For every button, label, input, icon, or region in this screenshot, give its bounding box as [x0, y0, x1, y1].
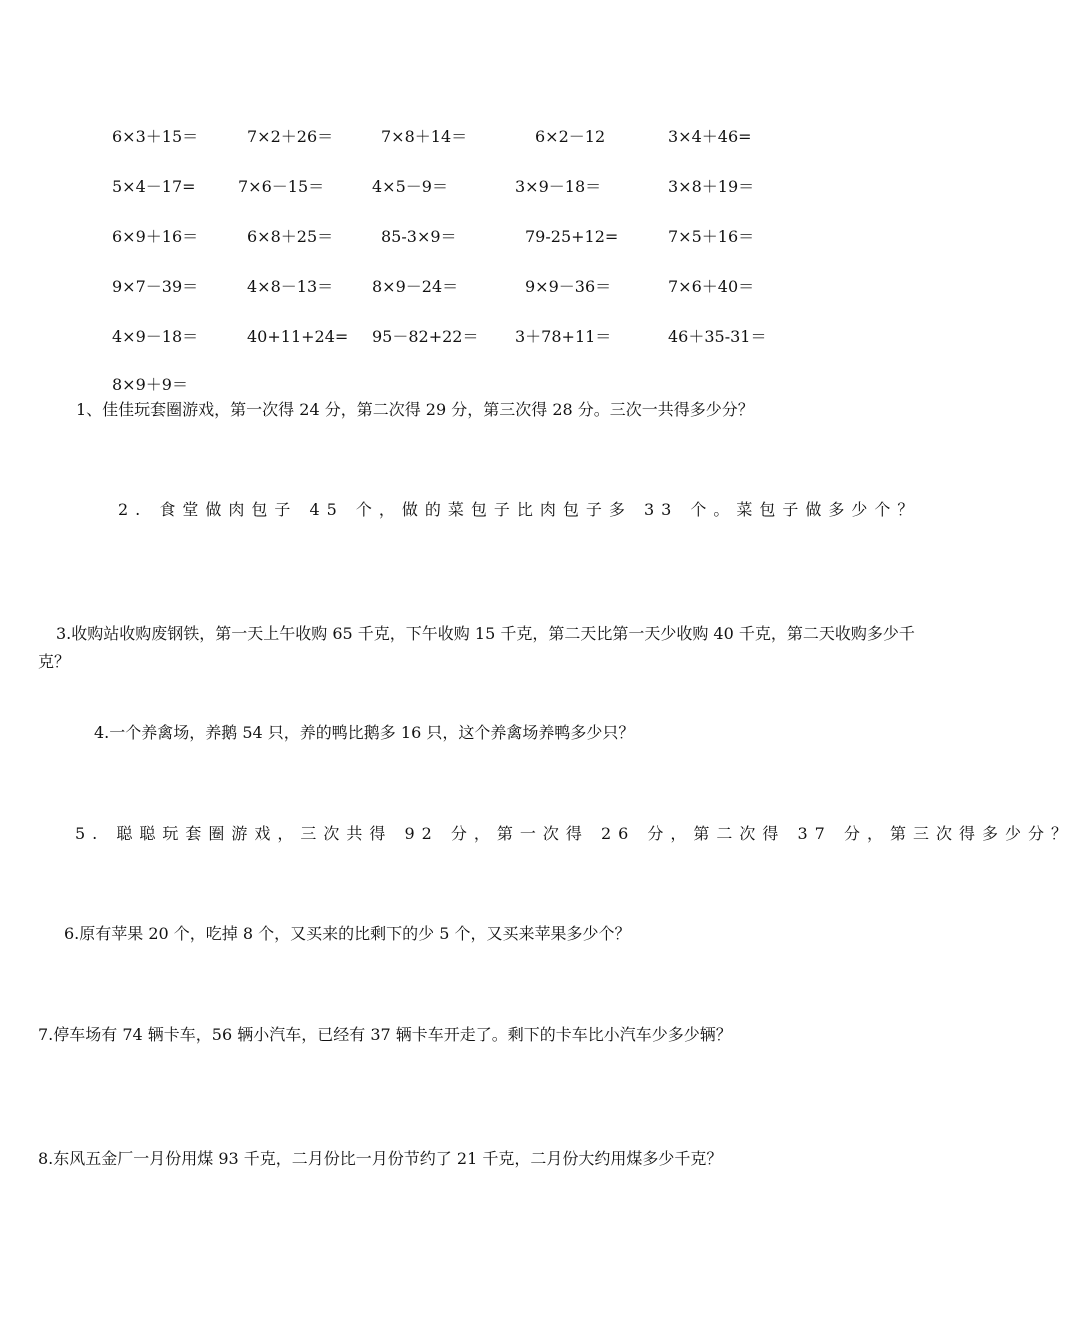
word-problem-3: 3.收购站收购废钢铁，第一天上午收购 65 千克，下午收购 15 千克，第二天比第一天少收购 40 千克，第二天收购多少千克？ [38, 624, 915, 671]
expression: 6×8＋25＝ [247, 227, 334, 246]
expression: 6×3＋15＝ [112, 127, 199, 146]
expression: 85-3×9＝ [381, 227, 457, 246]
word-problem-7: 7.停车场有 74 辆卡车，56 辆小汽车，已经有 37 辆卡车开走了。剩下的卡车比小汽车少多少辆？ [38, 1025, 732, 1044]
expression: 4×5－9＝ [372, 177, 448, 196]
expression: 40+11+24= [247, 327, 349, 346]
expression: 46＋35-31＝ [668, 327, 767, 346]
word-problem-8: 8.东风五金厂一月份用煤 93 千克，二月份比一月份节约了 21 千克，二月份大约用煤多少千克？ [38, 1149, 723, 1168]
expression: 6×9＋16＝ [112, 227, 199, 246]
expression: 7×6－15＝ [238, 177, 325, 196]
expression: 95－82+22＝ [372, 327, 479, 346]
word-problem-6: 6.原有苹果 20 个，吃掉 8 个，又买来的比剩下的少 5 个，又买来苹果多少个？ [64, 924, 631, 943]
word-problem-4: 4.一个养禽场，养鹅 54 只，养的鸭比鹅多 16 只，这个养禽场养鸭多少只？ [94, 723, 635, 742]
word-problem-2: 2. 食堂做肉包子 45 个，做的菜包子比肉包子多 33 个。菜包子做多少个？ [118, 500, 921, 519]
expression: 3×9－18＝ [515, 177, 602, 196]
expression: 7×5＋16＝ [668, 227, 755, 246]
expression: 6×2－12 [535, 127, 606, 146]
word-problem-5: 5. 聪聪玩套圈游戏，三次共得 92 分，第一次得 26 分，第二次得 37 分，第三次得多少分？ [75, 824, 1074, 843]
expression: 4×8－13＝ [247, 277, 334, 296]
expression: 9×7－39＝ [112, 277, 199, 296]
expression: 7×2＋26＝ [247, 127, 334, 146]
expression: 3＋78+11＝ [515, 327, 612, 346]
word-problem-1: 1、佳佳玩套圈游戏，第一次得 24 分，第二次得 29 分，第三次得 28 分。三次一共得多少分？ [76, 400, 754, 419]
expression: 5×4－17= [112, 177, 196, 196]
expression: 3×8＋19＝ [668, 177, 755, 196]
expression: 8×9－24＝ [372, 277, 459, 296]
expression: 7×8＋14＝ [381, 127, 468, 146]
expression: 9×9－36＝ [525, 277, 612, 296]
expression: 3×4＋46= [668, 127, 752, 146]
expression: 79-25+12= [525, 227, 619, 246]
expression: 4×9－18＝ [112, 327, 199, 346]
expression: 8×9＋9＝ [112, 375, 188, 394]
expression: 7×6＋40＝ [668, 277, 755, 296]
